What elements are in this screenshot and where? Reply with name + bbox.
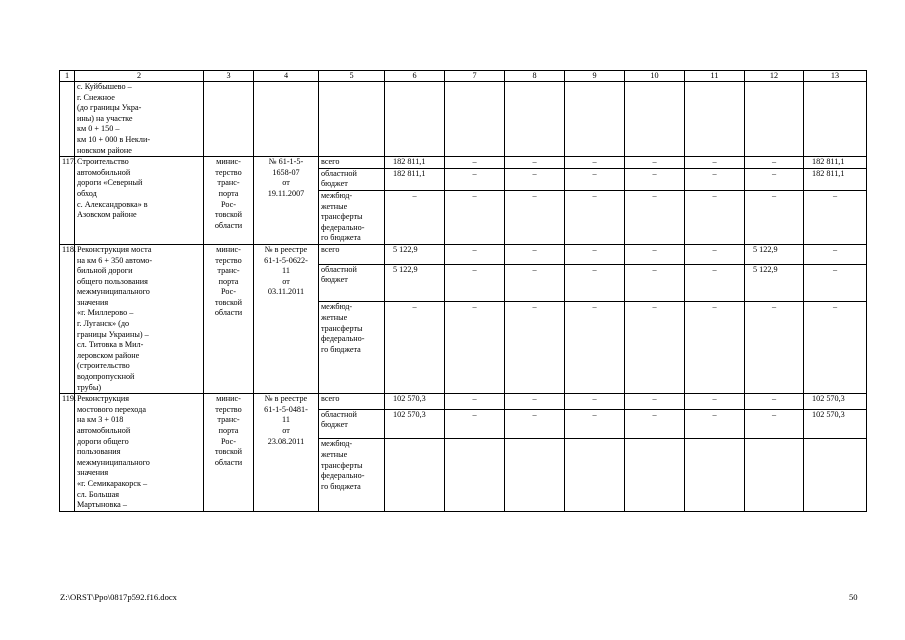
text-line: Строительство <box>77 157 129 167</box>
cell-empty <box>204 82 254 157</box>
text-line: дороги «Северный <box>77 178 143 188</box>
amount-cell: – <box>505 302 565 394</box>
text-line: 1658-07 <box>272 167 300 177</box>
text-line: (строительство <box>77 361 130 371</box>
text-line: пользования <box>77 447 121 457</box>
column-number-4: 4 <box>254 71 319 82</box>
funding-source <box>319 244 385 264</box>
column-number-6: 6 <box>385 71 445 82</box>
text-line: «г. Семикаракорск – <box>77 478 148 488</box>
text-line: товской <box>214 210 243 220</box>
text-line: области <box>214 220 243 230</box>
funding-source <box>319 157 385 169</box>
text-line: трансферты <box>321 212 363 222</box>
text-line: областной <box>321 409 357 419</box>
amount-cell: – <box>804 190 867 244</box>
text-line: бюджет <box>321 420 348 430</box>
amount-cell <box>565 439 625 511</box>
text-line: Рос- <box>220 436 236 446</box>
amount-cell: – <box>505 264 565 302</box>
funding-source <box>319 168 385 190</box>
text-line: автомобильной <box>77 426 131 435</box>
amount-cell: 5 122,9 <box>745 244 804 264</box>
text-line: Азовском районе <box>77 210 137 220</box>
object-name <box>75 157 204 245</box>
text-line: 61-1-5-0622- <box>264 255 308 265</box>
text-line: трубы) <box>77 382 102 392</box>
amount-cell: 5 122,9 <box>745 264 804 302</box>
amount-cell: – <box>625 394 685 410</box>
text-line: сл. Титовка в Мил- <box>77 340 144 350</box>
text-line: терство <box>215 255 242 265</box>
amount-cell: – <box>505 394 565 410</box>
amount-cell: 182 811,1 <box>804 168 867 190</box>
amount-cell: – <box>804 302 867 394</box>
text-line: трансферты <box>321 460 363 470</box>
amount-cell: 182 811,1 <box>804 157 867 169</box>
text-line: го бюджета <box>321 344 361 354</box>
column-number-10: 10 <box>625 71 685 82</box>
amount-cell: – <box>505 157 565 169</box>
amount-cell: 102 570,3 <box>385 409 445 439</box>
funding-source <box>319 264 385 302</box>
text-line: трансферты <box>321 323 363 333</box>
text-line: межмуниципального <box>77 457 150 467</box>
amount-cell: – <box>745 409 804 439</box>
amount-cell: – <box>565 168 625 190</box>
amount-cell: – <box>745 394 804 410</box>
cell-empty <box>254 82 319 157</box>
text-line: водопропускной <box>77 372 135 382</box>
column-number-5: 5 <box>319 71 385 82</box>
amount-cell: – <box>685 394 745 410</box>
funding-source <box>319 302 385 394</box>
amount-cell: – <box>445 394 505 410</box>
amount-cell: – <box>685 168 745 190</box>
amount-cell: – <box>625 168 685 190</box>
text-line: межбюд- <box>321 302 353 312</box>
text-line: бюджет <box>321 275 348 285</box>
text-line: от <box>282 426 290 435</box>
amount-cell: – <box>745 190 804 244</box>
text-line: дороги общего <box>77 436 129 446</box>
text-line: межбюд- <box>321 439 353 449</box>
text-line: км 0 + 150 – <box>77 124 120 134</box>
column-number-9: 9 <box>565 71 625 82</box>
amount-cell: – <box>625 157 685 169</box>
text-line: всего <box>321 157 340 167</box>
text-line: терство <box>215 167 242 177</box>
text-line: границы Украины) – <box>77 329 149 339</box>
cell-empty <box>804 82 867 157</box>
text-line: бильной дороги <box>77 266 133 276</box>
text-line: новском районе <box>77 145 132 155</box>
amount-cell: – <box>745 302 804 394</box>
amount-cell: – <box>385 302 445 394</box>
continued-object-name <box>75 82 204 157</box>
text-line: жетные <box>321 312 348 322</box>
text-line: общего пользования <box>77 276 148 286</box>
text-line: № 61-1-5- <box>268 157 304 167</box>
text-line: 61-1-5-0481- <box>264 404 308 414</box>
table-row <box>60 157 867 169</box>
text-line: № в реестре <box>264 244 308 254</box>
amount-cell: – <box>625 244 685 264</box>
amount-cell: – <box>445 168 505 190</box>
amount-cell: – <box>804 264 867 302</box>
text-line: км 10 + 000 в Некли- <box>77 134 151 144</box>
text-line: г. Луганск» (до <box>77 319 130 329</box>
text-line: минис- <box>216 244 241 254</box>
amount-cell: 102 570,3 <box>804 409 867 439</box>
file-path: Z:\ORST\Ppo\0817p592.f16.docx <box>60 592 177 602</box>
text-line: областной <box>321 264 357 274</box>
text-line: транс- <box>217 178 240 188</box>
text-line: «г. Миллерово – <box>77 308 134 318</box>
customer <box>204 394 254 512</box>
text-line: жетные <box>321 201 348 211</box>
funding-source <box>319 190 385 244</box>
row-number: 117. <box>60 157 75 245</box>
text-line: от <box>282 276 290 286</box>
amount-cell <box>685 439 745 511</box>
amount-cell: – <box>565 264 625 302</box>
cell-empty <box>505 82 565 157</box>
amount-cell: – <box>804 244 867 264</box>
amount-cell: – <box>505 190 565 244</box>
text-line: федерально- <box>321 471 365 481</box>
amount-cell: – <box>445 409 505 439</box>
text-line: всего <box>321 244 340 254</box>
design-document <box>254 157 319 245</box>
text-line: Рос- <box>220 287 236 297</box>
text-line: порта <box>218 188 239 198</box>
amount-cell: – <box>565 244 625 264</box>
text-line: мостового перехода <box>77 404 146 414</box>
column-number-12: 12 <box>745 71 804 82</box>
amount-cell <box>745 439 804 511</box>
text-line: значения <box>77 297 109 307</box>
text-line: Реконструкция моста <box>77 244 152 254</box>
text-line: обход <box>77 188 97 198</box>
column-number-8: 8 <box>505 71 565 82</box>
amount-cell: 102 570,3 <box>385 394 445 410</box>
table-row <box>60 394 867 410</box>
text-line: Рос- <box>220 199 236 209</box>
cell-empty <box>565 82 625 157</box>
text-line: 11 <box>282 415 290 425</box>
design-document <box>254 394 319 512</box>
text-line: порта <box>218 276 239 286</box>
text-line: Мартыновка – <box>77 500 127 510</box>
amount-cell: 5 122,9 <box>385 264 445 302</box>
text-line: сл. Большая <box>77 489 120 499</box>
funding-source <box>319 409 385 439</box>
continuation-row <box>60 82 867 157</box>
text-line: 03.11.2011 <box>267 287 305 297</box>
amount-cell: – <box>625 264 685 302</box>
text-line: товской <box>214 297 243 307</box>
text-line: минис- <box>216 157 241 167</box>
amount-cell: – <box>445 190 505 244</box>
row-number: 118. <box>60 244 75 393</box>
cell-empty <box>385 82 445 157</box>
amount-cell: – <box>505 168 565 190</box>
amount-cell: – <box>565 190 625 244</box>
text-line: федерально- <box>321 222 365 232</box>
cell-empty <box>319 82 385 157</box>
column-number-1: 1 <box>60 71 75 82</box>
cell-empty <box>445 82 505 157</box>
text-line: (до границы Укра- <box>77 103 142 113</box>
amount-cell: – <box>565 409 625 439</box>
funding-source <box>319 394 385 410</box>
amount-cell: 182 811,1 <box>385 168 445 190</box>
column-number-11: 11 <box>685 71 745 82</box>
text-line: межмуниципального <box>77 287 150 297</box>
cell-empty <box>625 82 685 157</box>
column-number-3: 3 <box>204 71 254 82</box>
amount-cell <box>385 439 445 511</box>
text-line: порта <box>218 426 239 435</box>
column-number-2: 2 <box>75 71 204 82</box>
cell-empty <box>60 82 75 157</box>
amount-cell: – <box>685 264 745 302</box>
text-line: товской <box>214 447 243 457</box>
text-line: 23.08.2011 <box>267 436 305 446</box>
text-line: ины) на участке <box>77 113 133 123</box>
row-number: 119. <box>60 394 75 512</box>
amount-cell: – <box>625 302 685 394</box>
text-line: бюджет <box>321 179 348 189</box>
amount-cell: – <box>445 157 505 169</box>
amount-cell: – <box>565 302 625 394</box>
cell-empty <box>685 82 745 157</box>
funding-source <box>319 439 385 511</box>
financing-table <box>59 70 867 512</box>
amount-cell: – <box>685 244 745 264</box>
amount-cell: – <box>685 157 745 169</box>
amount-cell: – <box>385 190 445 244</box>
text-line: леровском районе <box>77 350 140 360</box>
text-line: 19.11.2007 <box>267 188 305 198</box>
amount-cell: – <box>565 394 625 410</box>
amount-cell: – <box>685 190 745 244</box>
amount-cell: – <box>745 168 804 190</box>
amount-cell <box>505 439 565 511</box>
amount-cell: – <box>505 244 565 264</box>
text-line: го бюджета <box>321 233 361 243</box>
amount-cell: – <box>625 409 685 439</box>
text-line: го бюджета <box>321 481 361 491</box>
text-line: на км 3 + 018 <box>77 415 124 425</box>
amount-cell: 5 122,9 <box>385 244 445 264</box>
amount-cell: 102 570,3 <box>804 394 867 410</box>
amount-cell: – <box>685 409 745 439</box>
text-line: областной <box>321 168 357 178</box>
text-line: автомобильной <box>77 167 131 177</box>
text-line: от <box>282 178 290 188</box>
amount-cell: – <box>625 190 685 244</box>
object-name <box>75 394 204 512</box>
header-row <box>60 71 867 82</box>
design-document <box>254 244 319 393</box>
text-line: с. Куйбышево – <box>77 82 132 91</box>
text-line: транс- <box>217 266 240 276</box>
table-row <box>60 244 867 264</box>
column-number-13: 13 <box>804 71 867 82</box>
amount-cell <box>804 439 867 511</box>
table-body <box>60 71 867 512</box>
amount-cell: – <box>445 264 505 302</box>
amount-cell <box>445 439 505 511</box>
amount-cell: – <box>505 409 565 439</box>
text-line: федерально- <box>321 334 365 344</box>
amount-cell: – <box>565 157 625 169</box>
text-line: всего <box>321 394 340 404</box>
text-line: № в реестре <box>264 394 308 404</box>
amount-cell: – <box>685 302 745 394</box>
object-name <box>75 244 204 393</box>
text-line: Реконструкция <box>77 394 130 404</box>
customer <box>204 157 254 245</box>
text-line: г. Снежное <box>77 92 115 102</box>
amount-cell: 182 811,1 <box>385 157 445 169</box>
text-line: минис- <box>216 394 241 404</box>
text-line: с. Александровка» в <box>77 199 148 209</box>
text-line: жетные <box>321 450 348 460</box>
text-line: значения <box>77 468 109 478</box>
column-number-7: 7 <box>445 71 505 82</box>
text-line: межбюд- <box>321 190 353 200</box>
text-line: области <box>214 457 243 467</box>
cell-empty <box>745 82 804 157</box>
amount-cell: – <box>745 157 804 169</box>
text-line: терство <box>215 404 242 414</box>
page-number: 50 <box>849 592 858 602</box>
customer <box>204 244 254 393</box>
amount-cell: – <box>445 244 505 264</box>
text-line: 11 <box>282 266 290 276</box>
text-line: транс- <box>217 415 240 425</box>
text-line: на км 6 + 350 автомо- <box>77 255 153 265</box>
amount-cell: – <box>445 302 505 394</box>
text-line: области <box>214 308 243 318</box>
amount-cell <box>625 439 685 511</box>
